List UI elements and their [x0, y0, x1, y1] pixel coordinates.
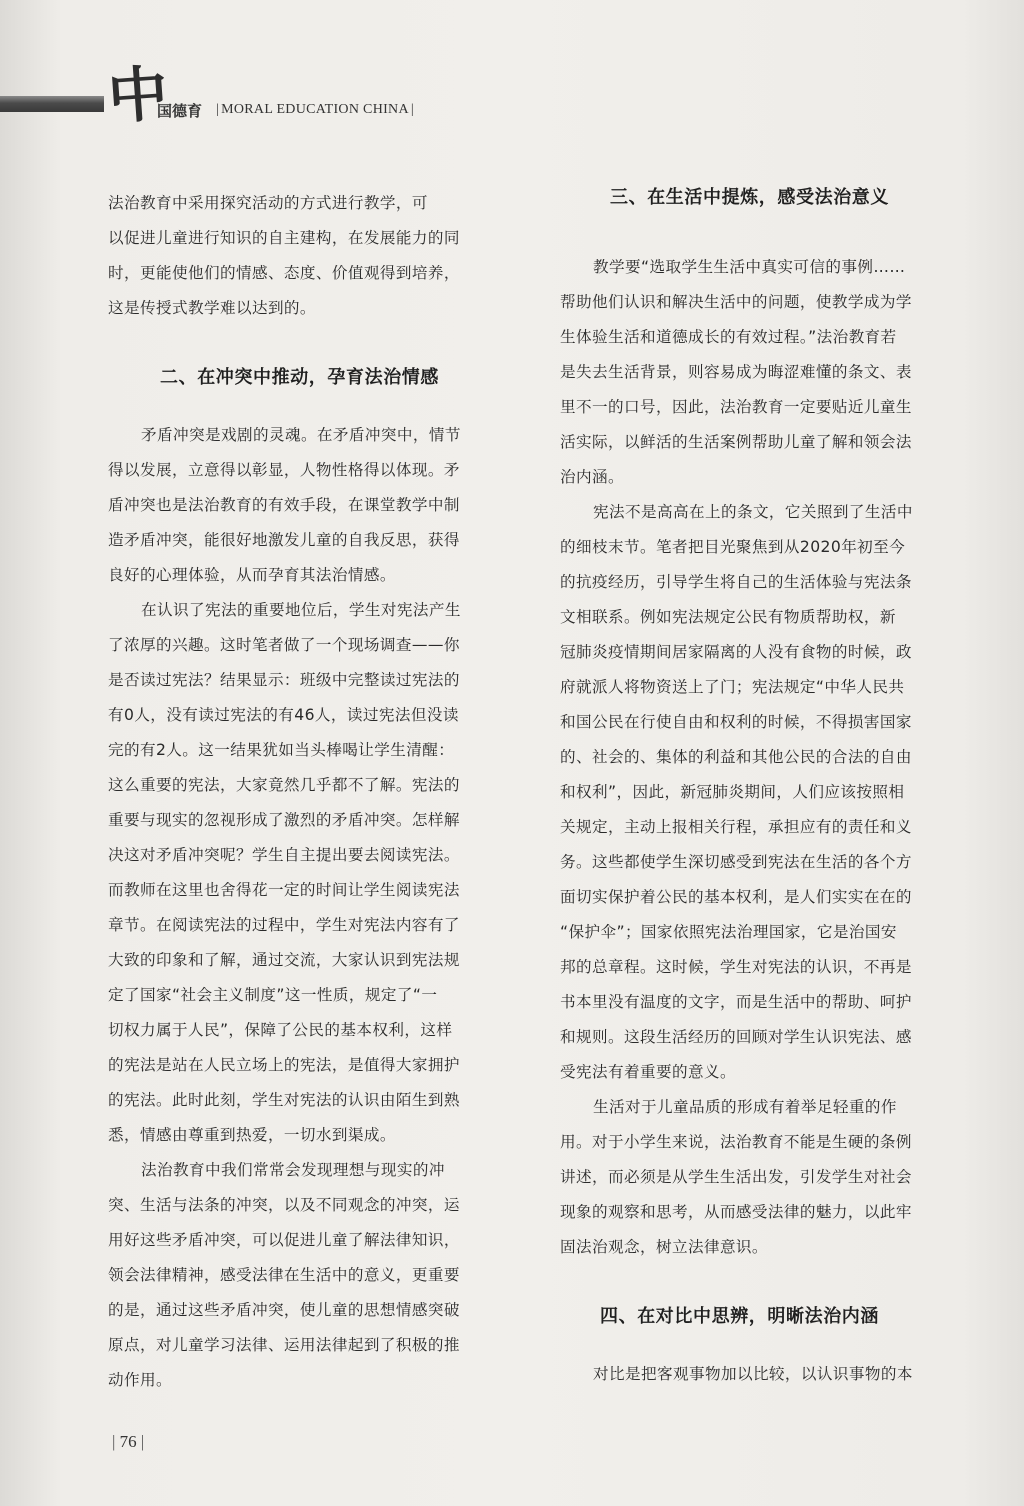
text-line: 原点，对儿童学习法律、运用法律起到了积极的推 [108, 1336, 460, 1354]
text-line: 章节。在阅读宪法的过程中，学生对宪法内容有了 [108, 916, 460, 934]
masthead-title-cn: 国德育 [157, 102, 203, 120]
text-line: 讲述，而必须是从学生生活出发，引发学生对社会 [560, 1168, 912, 1186]
text-line: 这是传授式教学难以达到的。 [108, 299, 316, 317]
text-line: 大致的印象和了解，通过交流，大家认识到宪法规 [108, 951, 460, 969]
text-line: 的宪法。此时此刻，学生对宪法的认识由陌生到熟 [108, 1091, 460, 1109]
text-line: 有0人，没有读过宪法的有46人，读过宪法但没读 [108, 706, 459, 724]
paragraph [108, 593, 518, 1153]
text-line: 和权利”，因此，新冠肺炎期间，人们应该按照相 [560, 783, 905, 801]
text-line: 造矛盾冲突，能很好地激发儿童的自我反思，获得 [108, 531, 460, 549]
text-line: 是失去生活背景，则容易成为晦涩难懂的条文、表 [560, 363, 912, 381]
text-line: 的是，通过这些矛盾冲突，使儿童的思想情感突破 [108, 1301, 460, 1319]
text-line: 时，更能使他们的情感、态度、价值观得到培养， [108, 264, 460, 282]
text-line: 生体验生活和道德成长的有效过程。”法治教育若 [560, 328, 897, 346]
text-line: 定了国家“社会主义制度”这一性质，规定了“一 [108, 986, 438, 1004]
text-line: 对比是把客观事物加以比较，以认识事物的本 [593, 1365, 913, 1383]
masthead-bar [0, 96, 104, 112]
text-line: 完的有2人。这一结果犹如当头棒喝让学生清醒： [108, 741, 455, 759]
paragraph [560, 1090, 970, 1265]
text-line: 里不一的口号，因此，法治教育一定要贴近儿童生 [560, 398, 912, 416]
paragraph [560, 1357, 970, 1392]
text-line: 教学要“选取学生生活中真实可信的事例…… [593, 258, 906, 276]
text-line: 是否读过宪法？结果显示：班级中完整读过宪法的 [108, 671, 460, 689]
text-line: 悉，情感由尊重到热爱，一切水到渠成。 [108, 1126, 396, 1144]
text-line: 的、社会的、集体的利益和其他公民的合法的自由 [560, 748, 912, 766]
section-heading-2: 二、在冲突中推动，孕育法治情感 [160, 367, 439, 388]
text-line: 矛盾冲突是戏剧的灵魂。在矛盾冲突中，情节 [141, 426, 461, 444]
paragraph [108, 418, 518, 593]
text-line: 用。对于小学生来说，法治教育不能是生硬的条例 [560, 1133, 912, 1151]
text-line: 府就派人将物资送上了门；宪法规定“中华人民共 [560, 678, 905, 696]
text-line: 治内涵。 [560, 468, 624, 486]
text-line: 在认识了宪法的重要地位后，学生对宪法产生 [141, 601, 461, 619]
text-line: 邦的总章程。这时候，学生对宪法的认识，不再是 [560, 958, 912, 976]
text-line: 良好的心理体验，从而孕育其法治情感。 [108, 566, 396, 584]
text-line: 这么重要的宪法，大家竟然几乎都不了解。宪法的 [108, 776, 460, 794]
text-line: 关规定，主动上报相关行程，承担应有的责任和义 [560, 818, 912, 836]
text-line: 和国公民在行使自由和权利的时候，不得损害国家 [560, 713, 912, 731]
text-line: 书本里没有温度的文字，而是生活中的帮助、呵护 [560, 993, 912, 1011]
text-line: 盾冲突也是法治教育的有效手段，在课堂教学中制 [108, 496, 460, 514]
text-line: 领会法律精神，感受法律在生活中的意义，更重要 [108, 1266, 460, 1284]
text-line: “保护伞”；国家依照宪法治理国家，它是治国安 [560, 923, 897, 941]
text-line: 宪法不是高高在上的条文，它关照到了生活中 [593, 503, 913, 521]
text-line: 以促进儿童进行知识的自主建构，在发展能力的同 [108, 229, 460, 247]
intro-paragraph [108, 186, 518, 326]
text-line: 了浓厚的兴趣。这时笔者做了一个现场调查——你 [108, 636, 460, 654]
text-line: 活实际，以鲜活的生活案例帮助儿童了解和领会法 [560, 433, 912, 451]
text-line: 突、生活与法条的冲突，以及不同观念的冲突，运 [108, 1196, 460, 1214]
text-line: 的细枝末节。笔者把目光聚焦到从2020年初至今 [560, 538, 906, 556]
text-line: 帮助他们认识和解决生活中的问题，使教学成为学 [560, 293, 912, 311]
masthead-title-en: | MORAL EDUCATION CHINA | [216, 102, 414, 117]
text-line: 现象的观察和思考，从而感受法律的魅力，以此牢 [560, 1203, 912, 1221]
masthead-logo: 中 [105, 58, 171, 134]
text-line: 法治教育中我们常常会发现理想与现实的冲 [141, 1161, 445, 1179]
text-line: 冠肺炎疫情期间居家隔离的人没有食物的时候，政 [560, 643, 912, 661]
text-line: 而教师在这里也舍得花一定的时间让学生阅读宪法 [108, 881, 460, 899]
text-line: 得以发展，立意得以彰显，人物性格得以体现。矛 [108, 461, 460, 479]
text-line: 动作用。 [108, 1371, 172, 1389]
left-column [108, 186, 518, 1398]
text-line: 用好这些矛盾冲突，可以促进儿童了解法律知识， [108, 1231, 460, 1249]
paragraph [560, 250, 970, 495]
text-line: 生活对于儿童品质的形成有着举足轻重的作 [593, 1098, 897, 1116]
text-line: 的宪法是站在人民立场上的宪法，是值得大家拥护 [108, 1056, 460, 1074]
section-heading-3: 三、在生活中提炼，感受法治意义 [610, 187, 889, 208]
text-line: 固法治观念，树立法律意识。 [560, 1238, 768, 1256]
text-line: 受宪法有着重要的意义。 [560, 1063, 736, 1081]
text-line: 决这对矛盾冲突呢？学生自主提出要去阅读宪法。 [108, 846, 460, 864]
section-heading-4: 四、在对比中思辨，明晰法治内涵 [600, 1306, 879, 1327]
text-line: 和规则。这段生活经历的回顾对学生认识宪法、感 [560, 1028, 912, 1046]
text-line: 文相联系。例如宪法规定公民有物质帮助权，新 [560, 608, 896, 626]
text-line: 务。这些都使学生深切感受到宪法在生活的各个方 [560, 853, 912, 871]
text-line: 的抗疫经历，引导学生将自己的生活体验与宪法条 [560, 573, 912, 591]
page-number: | 76 | [112, 1432, 145, 1451]
text-line: 切权力属于人民”，保障了公民的基本权利，这样 [108, 1021, 453, 1039]
right-column [560, 174, 970, 1392]
text-line: 法治教育中采用探究活动的方式进行教学，可 [108, 194, 428, 212]
text-line: 重要与现实的忽视形成了激烈的矛盾冲突。怎样解 [108, 811, 460, 829]
text-line: 面切实保护着公民的基本权利，是人们实实在在的 [560, 888, 912, 906]
paragraph [560, 495, 970, 1090]
paragraph [108, 1153, 518, 1398]
